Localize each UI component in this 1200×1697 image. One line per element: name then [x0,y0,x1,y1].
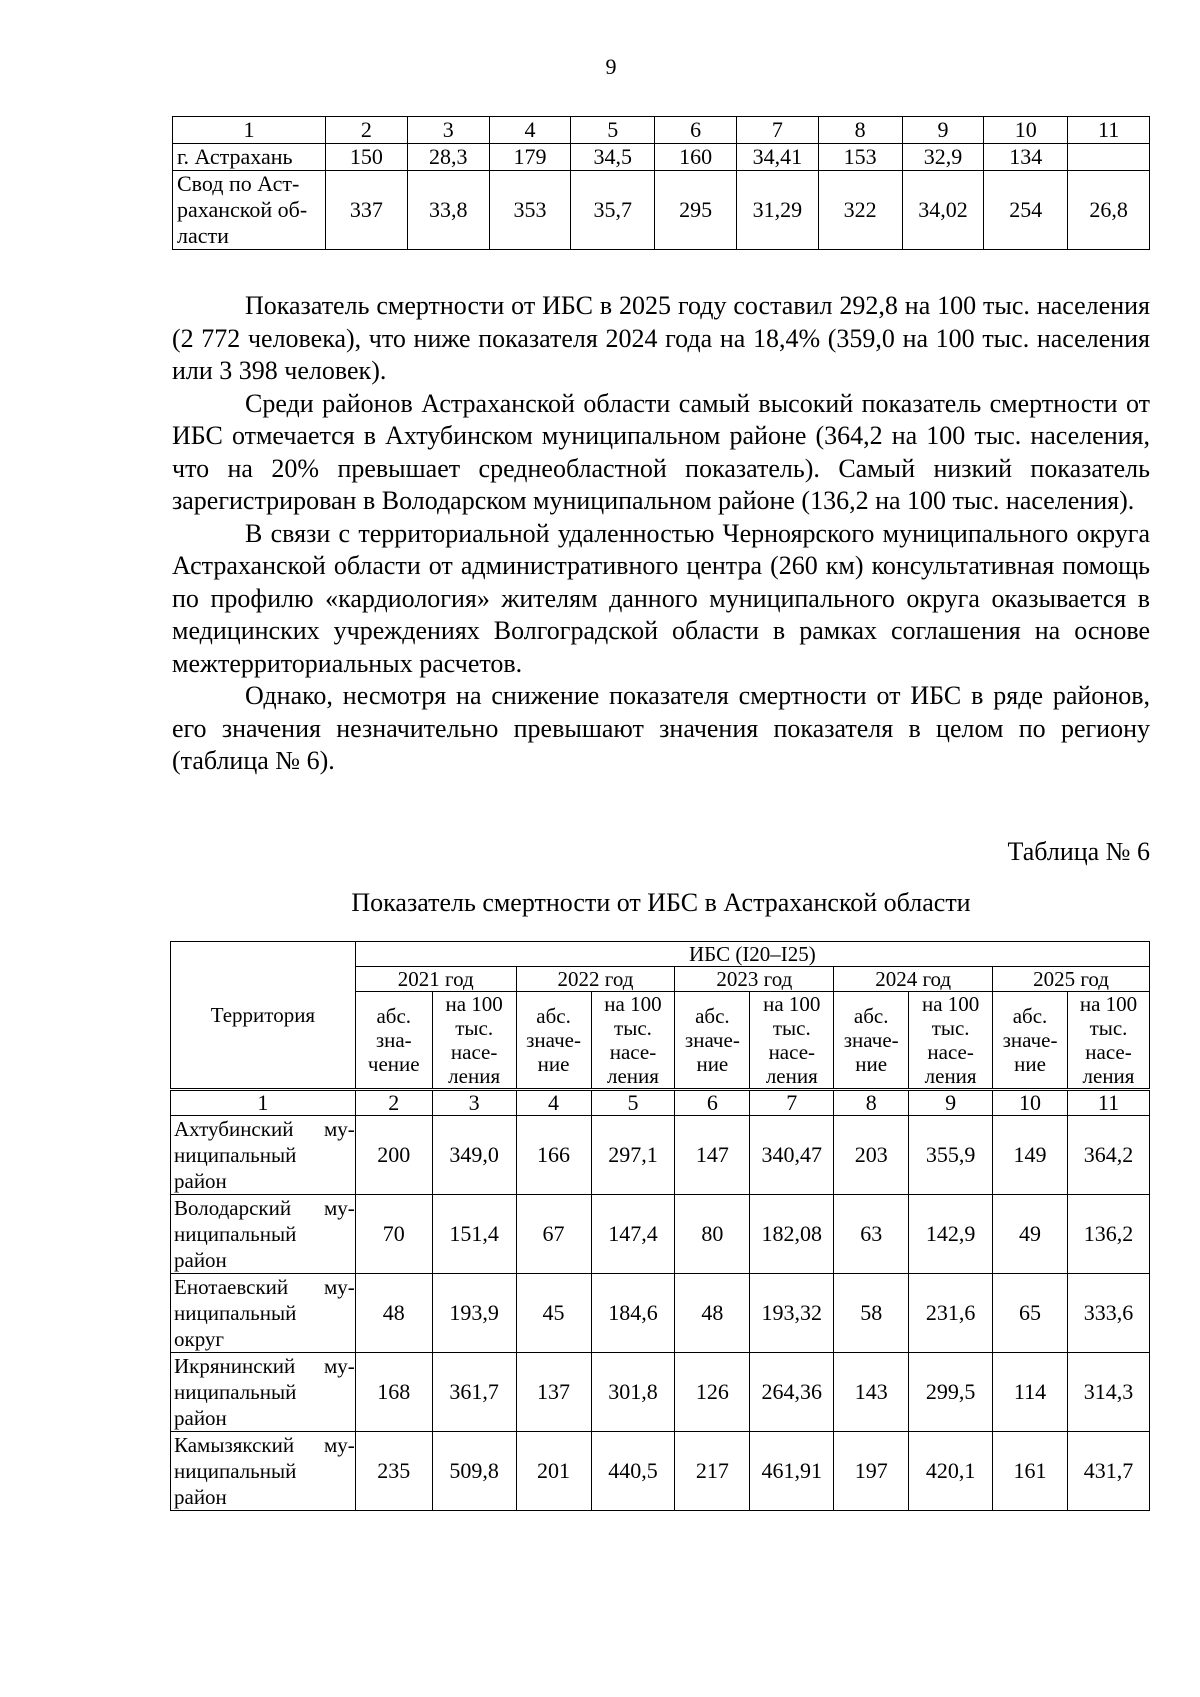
table-cell: 80 [675,1195,750,1274]
table-cell: 193,32 [750,1274,834,1353]
table-cell: 31,29 [736,171,818,250]
table-cell: 254 [984,171,1068,250]
table-cell: 137 [516,1353,591,1432]
column-number: 5 [571,117,655,144]
column-number: 4 [516,1090,591,1116]
column-number: 9 [902,117,984,144]
table-cell: 67 [516,1195,591,1274]
table-cell: 301,8 [591,1353,675,1432]
paragraph: Однако, несмотря на снижение показателя смертности от ИБС в ряде районов, его значения незначительно превышают значения показателя в целом по региону (таблица № 6). [172,681,1150,775]
table-cell: 32,9 [902,144,984,171]
territory-name: Камызякский му- ниципальный район [171,1432,356,1511]
column-number: 3 [407,117,489,144]
table-cell: 353 [489,171,571,250]
territory-name: Ахтубинский му- ниципальный район [171,1116,356,1195]
table-cell: 322 [818,171,902,250]
column-number: 8 [818,117,902,144]
table-cell: 337 [326,171,408,250]
table-cell: 26,8 [1068,171,1150,250]
table-cell: 160 [655,144,737,171]
table-cell: 114 [993,1353,1068,1432]
sub-header-rate: на 100 тыс. насе- ления [1067,992,1149,1090]
table-cell: 35,7 [571,171,655,250]
table-cell: 147,4 [591,1195,675,1274]
year-header: 2023 год [675,967,834,992]
table-cell: 33,8 [407,171,489,250]
group-header: ИБС (I20–I25) [355,942,1149,967]
table-cell: 134 [984,144,1068,171]
column-number: 6 [655,117,737,144]
table-cell: 150 [326,144,408,171]
table-cell: 217 [675,1432,750,1511]
paragraph: В связи с территориальной удаленностью Черноярского муниципального округа Астраханской области от административного центра (260 км) консультативная помощь по профилю «кардиология» жителям данного муниципального округа оказывается в медицинских учреждениях Волгоградской области в рамках соглашения на основе межтерриториальных расчетов. [172,518,1150,678]
table-cell: 197 [834,1432,909,1511]
year-header: 2024 год [834,967,993,992]
table-cell: 461,91 [750,1432,834,1511]
territory-name: Икрянинский му- ниципальный район [171,1353,356,1432]
column-number: 2 [355,1090,432,1116]
row-label-line: раханской об- [177,197,308,222]
sub-header-abs: абс. значе- ние [516,992,591,1090]
sub-header-rate: на 100 тыс. насе- ления [591,992,675,1090]
column-number: 10 [984,117,1068,144]
table-cell: 509,8 [432,1432,516,1511]
table-cell: 28,3 [407,144,489,171]
column-number: 1 [173,117,326,144]
year-header: 2022 год [516,967,675,992]
column-number: 1 [171,1090,356,1116]
table-cell: 235 [355,1432,432,1511]
column-number: 10 [993,1090,1068,1116]
territory-name: Володарский му- ниципальный район [171,1195,356,1274]
column-number: 7 [736,117,818,144]
table-cell: 34,5 [571,144,655,171]
table-cell: 49 [993,1195,1068,1274]
table-cell: 355,9 [909,1116,993,1195]
table-row [171,1116,1150,1195]
table-cell: 349,0 [432,1116,516,1195]
territory-header: Территория [171,942,356,1090]
table-title: Показатель смертности от ИБС в Астраханской области [351,888,971,917]
table-header-row [171,942,1150,967]
row-label-line: ласти [177,223,229,248]
table-cell: 364,2 [1067,1116,1149,1195]
table-cell: 168 [355,1353,432,1432]
table-row [171,1432,1150,1511]
year-header: 2025 год [993,967,1150,992]
table-6 [170,941,1150,1511]
table-cell: 361,7 [432,1353,516,1432]
table-row [173,144,1150,171]
table-cell: 48 [675,1274,750,1353]
sub-header-abs: абс. значе- ние [675,992,750,1090]
sub-header-abs: абс. значе- ние [993,992,1068,1090]
table-cell: 231,6 [909,1274,993,1353]
table-cell: 48 [355,1274,432,1353]
body-text [172,290,1150,778]
table-cell: 65 [993,1274,1068,1353]
column-number: 7 [750,1090,834,1116]
table-row [171,1274,1150,1353]
row-label-line: Свод по Аст- [177,171,300,196]
table-caption: Таблица № 6 [1007,837,1150,866]
sub-header-rate: на 100 тыс. насе- ления [909,992,993,1090]
table-cell: 201 [516,1432,591,1511]
table-cell: 340,47 [750,1116,834,1195]
table-cell: 166 [516,1116,591,1195]
column-number: 6 [675,1090,750,1116]
row-label [173,171,326,250]
table-cell: 70 [355,1195,432,1274]
table-row [171,1195,1150,1274]
table-cell: 203 [834,1116,909,1195]
table-cell: 295 [655,171,737,250]
column-number: 3 [432,1090,516,1116]
year-header: 2021 год [355,967,516,992]
table-cell: 420,1 [909,1432,993,1511]
sub-header-abs: абс. зна- чение [355,992,432,1090]
table-cell: 126 [675,1353,750,1432]
table-cell: 184,6 [591,1274,675,1353]
table-row [173,171,1150,250]
table-cell: 34,41 [736,144,818,171]
column-number: 4 [489,117,571,144]
paragraph: Среди районов Астраханской области самый высокий показатель смертности от ИБС отмечается в Ахтубинском муниципальном районе (364,2 на 100 тыс. населения, что на 20% превышает среднеобластной показатель). Самый низкий показатель зарегистрирован в Володарском муниципальном районе (136,2 на 100 тыс. населения). [172,388,1150,515]
table-cell: 136,2 [1067,1195,1149,1274]
column-number: 11 [1067,1090,1149,1116]
table-cell: 142,9 [909,1195,993,1274]
column-number: 5 [591,1090,675,1116]
table-cell: 143 [834,1353,909,1432]
table-cell [1068,144,1150,171]
column-number: 11 [1068,117,1150,144]
table-cell: 45 [516,1274,591,1353]
table-cell: 193,9 [432,1274,516,1353]
sub-header-rate: на 100 тыс. насе- ления [750,992,834,1090]
table-cell: 200 [355,1116,432,1195]
table-cell: 431,7 [1067,1432,1149,1511]
table-cell: 314,3 [1067,1353,1149,1432]
table-cell: 299,5 [909,1353,993,1432]
table-cell: 264,36 [750,1353,834,1432]
column-number: 2 [326,117,408,144]
table-cell: 63 [834,1195,909,1274]
table-cell: 179 [489,144,571,171]
column-number-row [171,1090,1150,1116]
table-header-row [173,117,1150,144]
table-cell: 34,02 [902,171,984,250]
table-cell: 440,5 [591,1432,675,1511]
sub-header-abs: абс. значе- ние [834,992,909,1090]
table-cell: 149 [993,1116,1068,1195]
page-number: 9 [605,54,617,79]
table-row [171,1353,1150,1432]
table-cell: 153 [818,144,902,171]
column-number: 8 [834,1090,909,1116]
territory-name: Енотаевский му- ниципальный округ [171,1274,356,1353]
table-continuation [172,116,1150,250]
table-cell: 147 [675,1116,750,1195]
table-cell: 161 [993,1432,1068,1511]
table-cell: 58 [834,1274,909,1353]
table-cell: 151,4 [432,1195,516,1274]
paragraph: Показатель смертности от ИБС в 2025 году составил 292,8 на 100 тыс. населения (2 772 человека), что ниже показателя 2024 года на 18,4% (359,0 на 100 тыс. населения или 3 398 человек). [172,291,1150,385]
row-label: г. Астрахань [173,144,326,171]
table-cell: 182,08 [750,1195,834,1274]
column-number: 9 [909,1090,993,1116]
sub-header-rate: на 100 тыс. насе- ления [432,992,516,1090]
table-cell: 333,6 [1067,1274,1149,1353]
table-cell: 297,1 [591,1116,675,1195]
